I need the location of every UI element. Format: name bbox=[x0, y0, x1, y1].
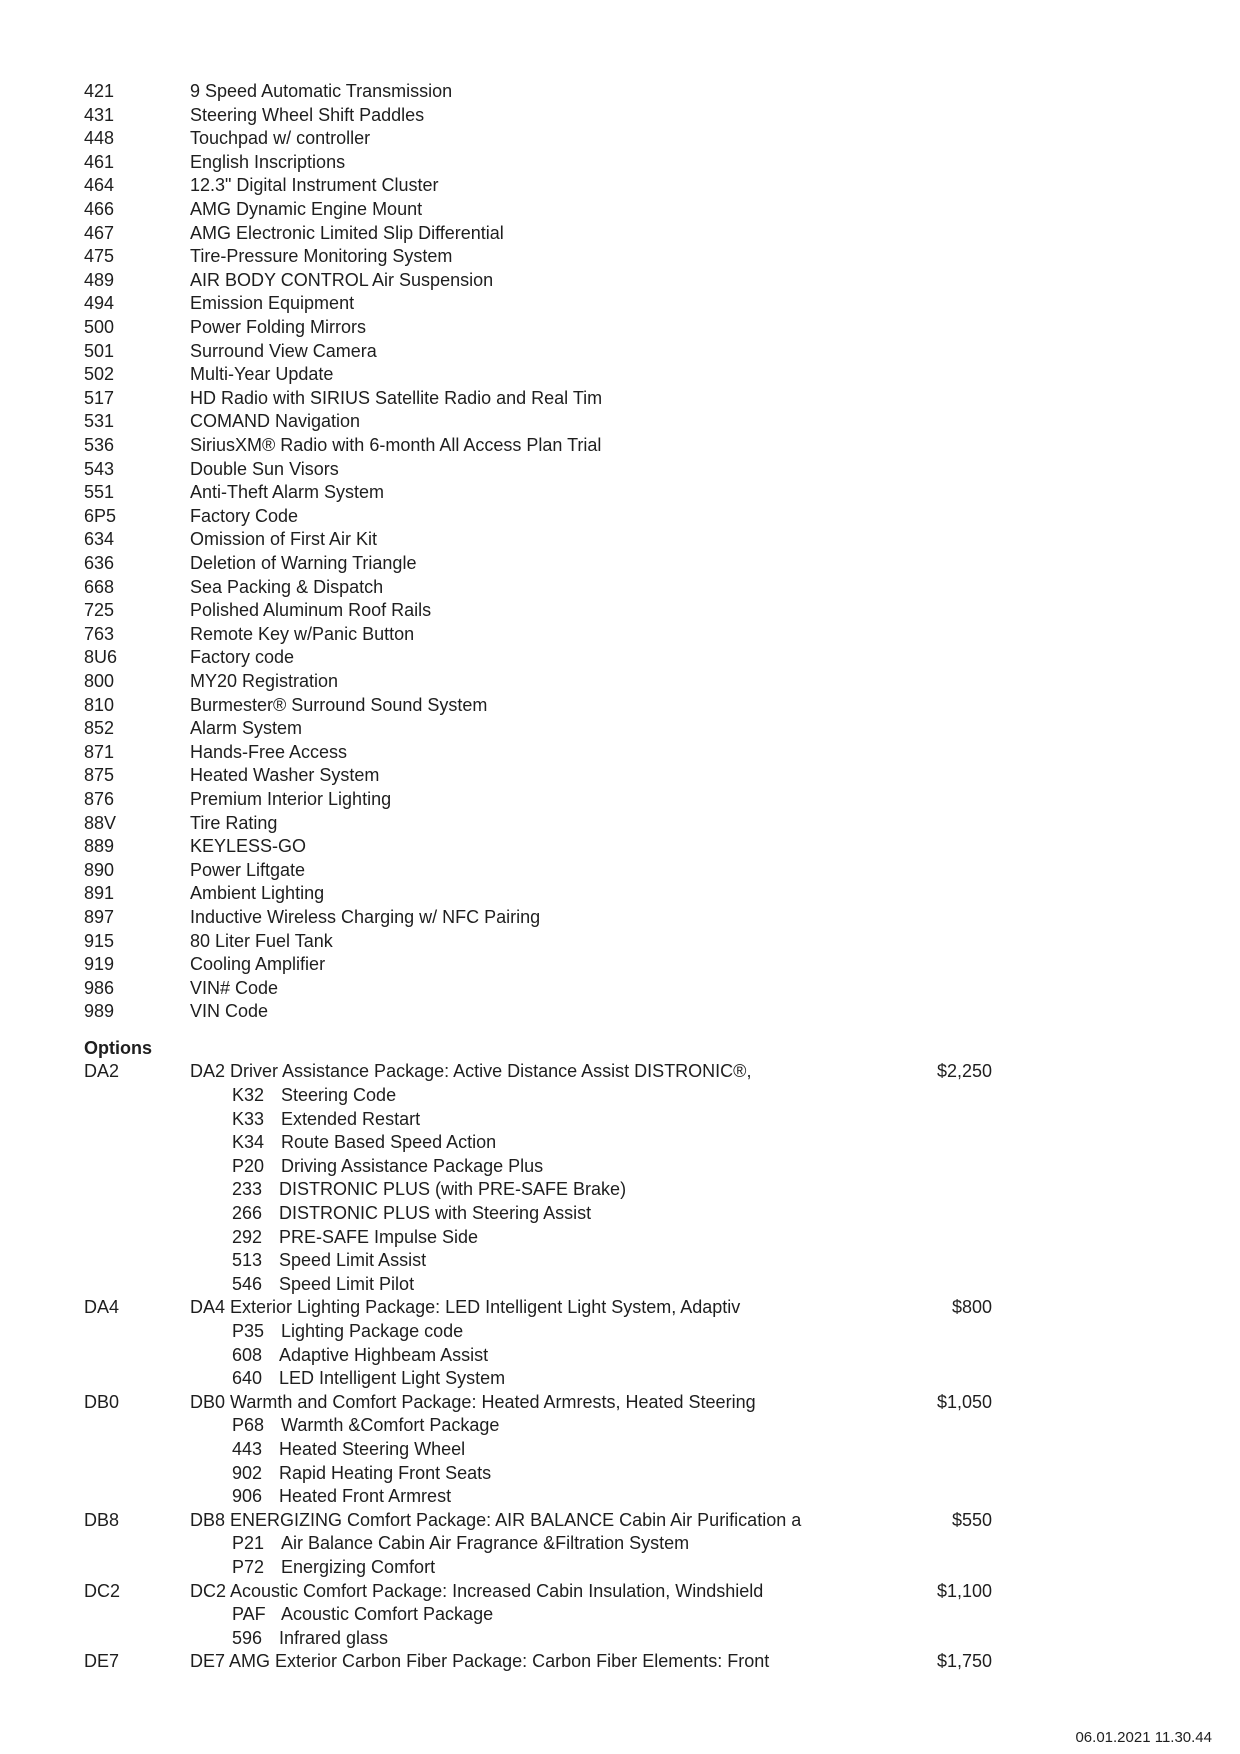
equipment-row bbox=[0, 245, 1240, 269]
equipment-row bbox=[0, 458, 1240, 482]
equipment-description: Multi-Year Update bbox=[190, 364, 334, 385]
equipment-code: 421 bbox=[84, 81, 115, 101]
option-sub-item bbox=[0, 1131, 1240, 1155]
equipment-code: 852 bbox=[84, 718, 115, 739]
option-sub-item bbox=[0, 1178, 1240, 1202]
equipment-row bbox=[0, 906, 1240, 930]
equipment-code: 466 bbox=[84, 199, 115, 219]
equipment-description: VIN Code bbox=[190, 1001, 269, 1022]
sub-item-code: 640 bbox=[232, 1368, 263, 1389]
equipment-row bbox=[0, 269, 1240, 293]
option-sub-item bbox=[0, 1414, 1240, 1438]
option-sub-item bbox=[0, 1367, 1240, 1391]
equipment-code: 800 bbox=[84, 671, 115, 691]
sub-item-description: Air Balance Cabin Air Fragrance &Filtration System bbox=[281, 1533, 690, 1554]
equipment-row bbox=[0, 292, 1240, 316]
sub-item-code: P21 bbox=[232, 1533, 265, 1554]
equipment-row bbox=[0, 104, 1240, 128]
sub-item-code: P68 bbox=[232, 1415, 265, 1436]
option-sub-item bbox=[0, 1273, 1240, 1297]
option-description: DA2 Driver Assistance Package: Active Distance Assist DISTRONIC®, bbox=[190, 1061, 752, 1082]
sub-item-description: Steering Code bbox=[281, 1085, 397, 1105]
sub-item-code: P72 bbox=[232, 1557, 265, 1577]
equipment-description: Touchpad w/ controller bbox=[190, 128, 371, 149]
equipment-row bbox=[0, 174, 1240, 198]
equipment-row bbox=[0, 127, 1240, 151]
equipment-code: 494 bbox=[84, 293, 115, 314]
option-row bbox=[0, 1060, 1240, 1084]
option-sub-item bbox=[0, 1462, 1240, 1486]
equipment-description: Power Liftgate bbox=[190, 859, 306, 880]
equipment-code: 517 bbox=[84, 387, 115, 408]
option-row bbox=[0, 1509, 1240, 1533]
equipment-code: 871 bbox=[84, 741, 115, 762]
sub-item-code: 266 bbox=[232, 1203, 263, 1223]
option-description: DB0 Warmth and Comfort Package: Heated Armrests, Heated Steering bbox=[190, 1391, 756, 1412]
sub-item-code: K34 bbox=[232, 1132, 265, 1153]
option-sub-item bbox=[0, 1603, 1240, 1627]
equipment-description: Heated Washer System bbox=[190, 765, 380, 786]
equipment-row bbox=[0, 198, 1240, 222]
equipment-row bbox=[0, 1000, 1240, 1024]
option-sub-item bbox=[0, 1438, 1240, 1462]
equipment-description: SiriusXM® Radio with 6-month All Access Plan Trial bbox=[190, 435, 602, 455]
equipment-row bbox=[0, 953, 1240, 977]
equipment-code: 88V bbox=[84, 812, 117, 833]
sub-item-description: DISTRONIC PLUS with Steering Assist bbox=[279, 1203, 592, 1223]
equipment-description: Tire-Pressure Monitoring System bbox=[190, 246, 453, 267]
equipment-code: 986 bbox=[84, 977, 115, 998]
option-row bbox=[0, 1650, 1240, 1674]
sub-item-description: Extended Restart bbox=[281, 1108, 421, 1129]
option-sub-item bbox=[0, 1249, 1240, 1273]
equipment-description: Omission of First Air Kit bbox=[190, 529, 378, 550]
option-description: DC2 Acoustic Comfort Package: Increased Cabin Insulation, Windshield bbox=[190, 1580, 764, 1601]
option-price: $550 bbox=[951, 1509, 992, 1530]
equipment-row bbox=[0, 528, 1240, 552]
option-sub-item bbox=[0, 1226, 1240, 1250]
equipment-row bbox=[0, 363, 1240, 387]
option-sub-item bbox=[0, 1155, 1240, 1179]
equipment-row bbox=[0, 340, 1240, 364]
option-code: DA4 bbox=[84, 1297, 120, 1318]
equipment-description: 9 Speed Automatic Transmission bbox=[190, 81, 453, 101]
sub-item-description: Adaptive Highbeam Assist bbox=[279, 1344, 489, 1365]
sub-item-code: 608 bbox=[232, 1344, 263, 1365]
equipment-description: Surround View Camera bbox=[190, 340, 377, 361]
sub-item-description: Heated Front Armrest bbox=[279, 1486, 452, 1507]
equipment-description: HD Radio with SIRIUS Satellite Radio and Real Tim bbox=[190, 387, 603, 408]
equipment-code: 475 bbox=[84, 246, 115, 267]
equipment-row bbox=[0, 977, 1240, 1001]
sub-item-description: Speed Limit Assist bbox=[279, 1250, 427, 1271]
option-row bbox=[0, 1580, 1240, 1604]
equipment-code: 915 bbox=[84, 930, 115, 951]
equipment-description: Anti-Theft Alarm System bbox=[190, 482, 385, 503]
sub-item-description: Driving Assistance Package Plus bbox=[281, 1155, 544, 1176]
equipment-row bbox=[0, 741, 1240, 765]
equipment-code: 448 bbox=[84, 128, 115, 149]
equipment-description: KEYLESS-GO bbox=[190, 836, 307, 857]
equipment-code: 891 bbox=[84, 883, 115, 904]
equipment-description: Tire Rating bbox=[190, 812, 278, 833]
equipment-description: MY20 Registration bbox=[190, 671, 339, 691]
equipment-row bbox=[0, 835, 1240, 859]
equipment-code: 919 bbox=[84, 954, 115, 975]
option-code: DE7 bbox=[84, 1651, 120, 1672]
sub-item-code: P20 bbox=[232, 1155, 265, 1176]
equipment-row bbox=[0, 80, 1240, 104]
equipment-description: Polished Aluminum Roof Rails bbox=[190, 600, 432, 621]
option-sub-item bbox=[0, 1532, 1240, 1556]
equipment-code: 890 bbox=[84, 859, 115, 880]
equipment-description: Cooling Amplifier bbox=[190, 954, 326, 975]
option-price: $800 bbox=[951, 1297, 992, 1318]
equipment-row bbox=[0, 151, 1240, 175]
option-sub-item bbox=[0, 1485, 1240, 1509]
equipment-code: 6P5 bbox=[84, 505, 117, 526]
sub-item-description: Lighting Package code bbox=[281, 1321, 464, 1341]
sub-item-description: Route Based Speed Action bbox=[281, 1132, 497, 1153]
sub-item-description: Acoustic Comfort Package bbox=[281, 1604, 494, 1625]
equipment-row bbox=[0, 764, 1240, 788]
equipment-description: AMG Electronic Limited Slip Differential bbox=[190, 222, 504, 243]
equipment-code: 875 bbox=[84, 765, 115, 786]
equipment-description: Factory Code bbox=[190, 505, 299, 526]
option-sub-item bbox=[0, 1344, 1240, 1368]
equipment-row bbox=[0, 316, 1240, 340]
equipment-code: 464 bbox=[84, 175, 115, 196]
sub-item-code: PAF bbox=[232, 1604, 266, 1625]
sub-item-code: 292 bbox=[232, 1226, 263, 1247]
sub-item-description: Infrared glass bbox=[279, 1627, 389, 1648]
equipment-description: VIN# Code bbox=[190, 977, 279, 998]
options-heading: Options bbox=[84, 1037, 152, 1058]
equipment-row bbox=[0, 387, 1240, 411]
equipment-row bbox=[0, 623, 1240, 647]
equipment-row bbox=[0, 859, 1240, 883]
equipment-code: 500 bbox=[84, 317, 115, 337]
equipment-description: Steering Wheel Shift Paddles bbox=[190, 104, 425, 125]
equipment-row bbox=[0, 505, 1240, 529]
sub-item-code: K32 bbox=[232, 1085, 265, 1105]
options-heading-row bbox=[0, 1037, 1240, 1061]
equipment-code: 889 bbox=[84, 836, 115, 857]
option-row bbox=[0, 1391, 1240, 1415]
equipment-description: Burmester® Surround Sound System bbox=[190, 694, 488, 715]
equipment-code: 543 bbox=[84, 458, 115, 479]
sub-item-code: 443 bbox=[232, 1439, 263, 1459]
sub-item-code: 513 bbox=[232, 1250, 263, 1271]
option-sub-item bbox=[0, 1556, 1240, 1580]
sub-item-description: Heated Steering Wheel bbox=[279, 1439, 466, 1459]
equipment-description: Premium Interior Lighting bbox=[190, 789, 392, 809]
equipment-description: Hands-Free Access bbox=[190, 741, 348, 762]
equipment-description: AMG Dynamic Engine Mount bbox=[190, 199, 423, 219]
equipment-row bbox=[0, 694, 1240, 718]
footer-timestamp: 06.01.2021 11.30.44 bbox=[1075, 1729, 1212, 1746]
option-description: DE7 AMG Exterior Carbon Fiber Package: Carbon Fiber Elements: Front bbox=[190, 1651, 770, 1672]
equipment-description: Emission Equipment bbox=[190, 293, 355, 314]
equipment-description: Factory code bbox=[190, 647, 295, 668]
equipment-row bbox=[0, 670, 1240, 694]
option-sub-item bbox=[0, 1084, 1240, 1108]
equipment-code: 467 bbox=[84, 222, 115, 243]
option-sub-item bbox=[0, 1320, 1240, 1344]
option-code: DC2 bbox=[84, 1580, 121, 1601]
option-description: DB8 ENERGIZING Comfort Package: AIR BALANCE Cabin Air Purification a bbox=[190, 1509, 802, 1530]
equipment-code: 536 bbox=[84, 435, 115, 455]
equipment-row bbox=[0, 717, 1240, 741]
equipment-code: 876 bbox=[84, 789, 115, 809]
sub-item-code: 546 bbox=[232, 1273, 263, 1294]
option-row bbox=[0, 1296, 1240, 1320]
equipment-code: 551 bbox=[84, 482, 115, 503]
sub-item-code: K33 bbox=[232, 1108, 265, 1129]
equipment-description: Inductive Wireless Charging w/ NFC Pairing bbox=[190, 907, 541, 927]
option-code: DB0 bbox=[84, 1391, 120, 1412]
sub-item-description: Energizing Comfort bbox=[281, 1557, 436, 1577]
equipment-description: 80 Liter Fuel Tank bbox=[190, 930, 333, 951]
equipment-code: 502 bbox=[84, 364, 115, 385]
equipment-code: 897 bbox=[84, 907, 115, 927]
option-price: $1,750 bbox=[936, 1651, 992, 1672]
sub-item-code: 596 bbox=[232, 1627, 263, 1648]
equipment-row bbox=[0, 930, 1240, 954]
equipment-description: English Inscriptions bbox=[190, 151, 346, 172]
equipment-row bbox=[0, 882, 1240, 906]
equipment-row bbox=[0, 410, 1240, 434]
equipment-code: 725 bbox=[84, 600, 115, 621]
sub-item-description: Speed Limit Pilot bbox=[279, 1273, 415, 1294]
option-sub-item bbox=[0, 1202, 1240, 1226]
option-code: DB8 bbox=[84, 1509, 120, 1530]
equipment-description: Remote Key w/Panic Button bbox=[190, 623, 415, 644]
equipment-description: Alarm System bbox=[190, 718, 303, 739]
equipment-row bbox=[0, 646, 1240, 670]
equipment-description: Deletion of Warning Triangle bbox=[190, 553, 417, 573]
equipment-description: Power Folding Mirrors bbox=[190, 317, 367, 337]
option-price: $1,050 bbox=[936, 1391, 992, 1412]
equipment-row bbox=[0, 576, 1240, 600]
equipment-description: 12.3" Digital Instrument Cluster bbox=[190, 175, 439, 196]
equipment-code: 668 bbox=[84, 576, 115, 597]
equipment-code: 989 bbox=[84, 1001, 115, 1022]
sub-item-code: 906 bbox=[232, 1486, 263, 1507]
option-sub-item bbox=[0, 1627, 1240, 1651]
equipment-code: 461 bbox=[84, 151, 115, 172]
option-description: DA4 Exterior Lighting Package: LED Intelligent Light System, Adaptiv bbox=[190, 1297, 741, 1318]
equipment-row bbox=[0, 812, 1240, 836]
equipment-row bbox=[0, 481, 1240, 505]
equipment-description: AIR BODY CONTROL Air Suspension bbox=[190, 269, 494, 290]
equipment-code: 531 bbox=[84, 411, 115, 432]
sub-item-description: Warmth &Comfort Package bbox=[281, 1415, 500, 1436]
equipment-code: 636 bbox=[84, 553, 115, 573]
equipment-description: Double Sun Visors bbox=[190, 458, 339, 479]
sub-item-code: 233 bbox=[232, 1179, 263, 1200]
equipment-code: 8U6 bbox=[84, 647, 118, 668]
option-price: $1,100 bbox=[936, 1580, 992, 1601]
equipment-description: Sea Packing & Dispatch bbox=[190, 576, 384, 597]
equipment-code: 634 bbox=[84, 529, 115, 550]
equipment-code: 810 bbox=[84, 694, 115, 715]
equipment-code: 489 bbox=[84, 269, 115, 290]
equipment-row bbox=[0, 788, 1240, 812]
equipment-row bbox=[0, 599, 1240, 623]
equipment-row bbox=[0, 552, 1240, 576]
sub-item-code: 902 bbox=[232, 1462, 263, 1483]
sub-item-code: P35 bbox=[232, 1321, 265, 1341]
equipment-description: COMAND Navigation bbox=[190, 411, 361, 432]
equipment-code: 501 bbox=[84, 340, 115, 361]
equipment-row bbox=[0, 222, 1240, 246]
equipment-code: 431 bbox=[84, 104, 115, 125]
option-code: DA2 bbox=[84, 1061, 120, 1082]
option-sub-item bbox=[0, 1108, 1240, 1132]
sub-item-description: Rapid Heating Front Seats bbox=[279, 1462, 492, 1483]
sub-item-description: DISTRONIC PLUS (with PRE-SAFE Brake) bbox=[279, 1179, 627, 1200]
sub-item-description: PRE-SAFE Impulse Side bbox=[279, 1226, 479, 1247]
option-price: $2,250 bbox=[936, 1061, 992, 1082]
equipment-description: Ambient Lighting bbox=[190, 883, 325, 904]
equipment-code: 763 bbox=[84, 623, 115, 644]
equipment-row bbox=[0, 434, 1240, 458]
sub-item-description: LED Intelligent Light System bbox=[279, 1368, 506, 1389]
